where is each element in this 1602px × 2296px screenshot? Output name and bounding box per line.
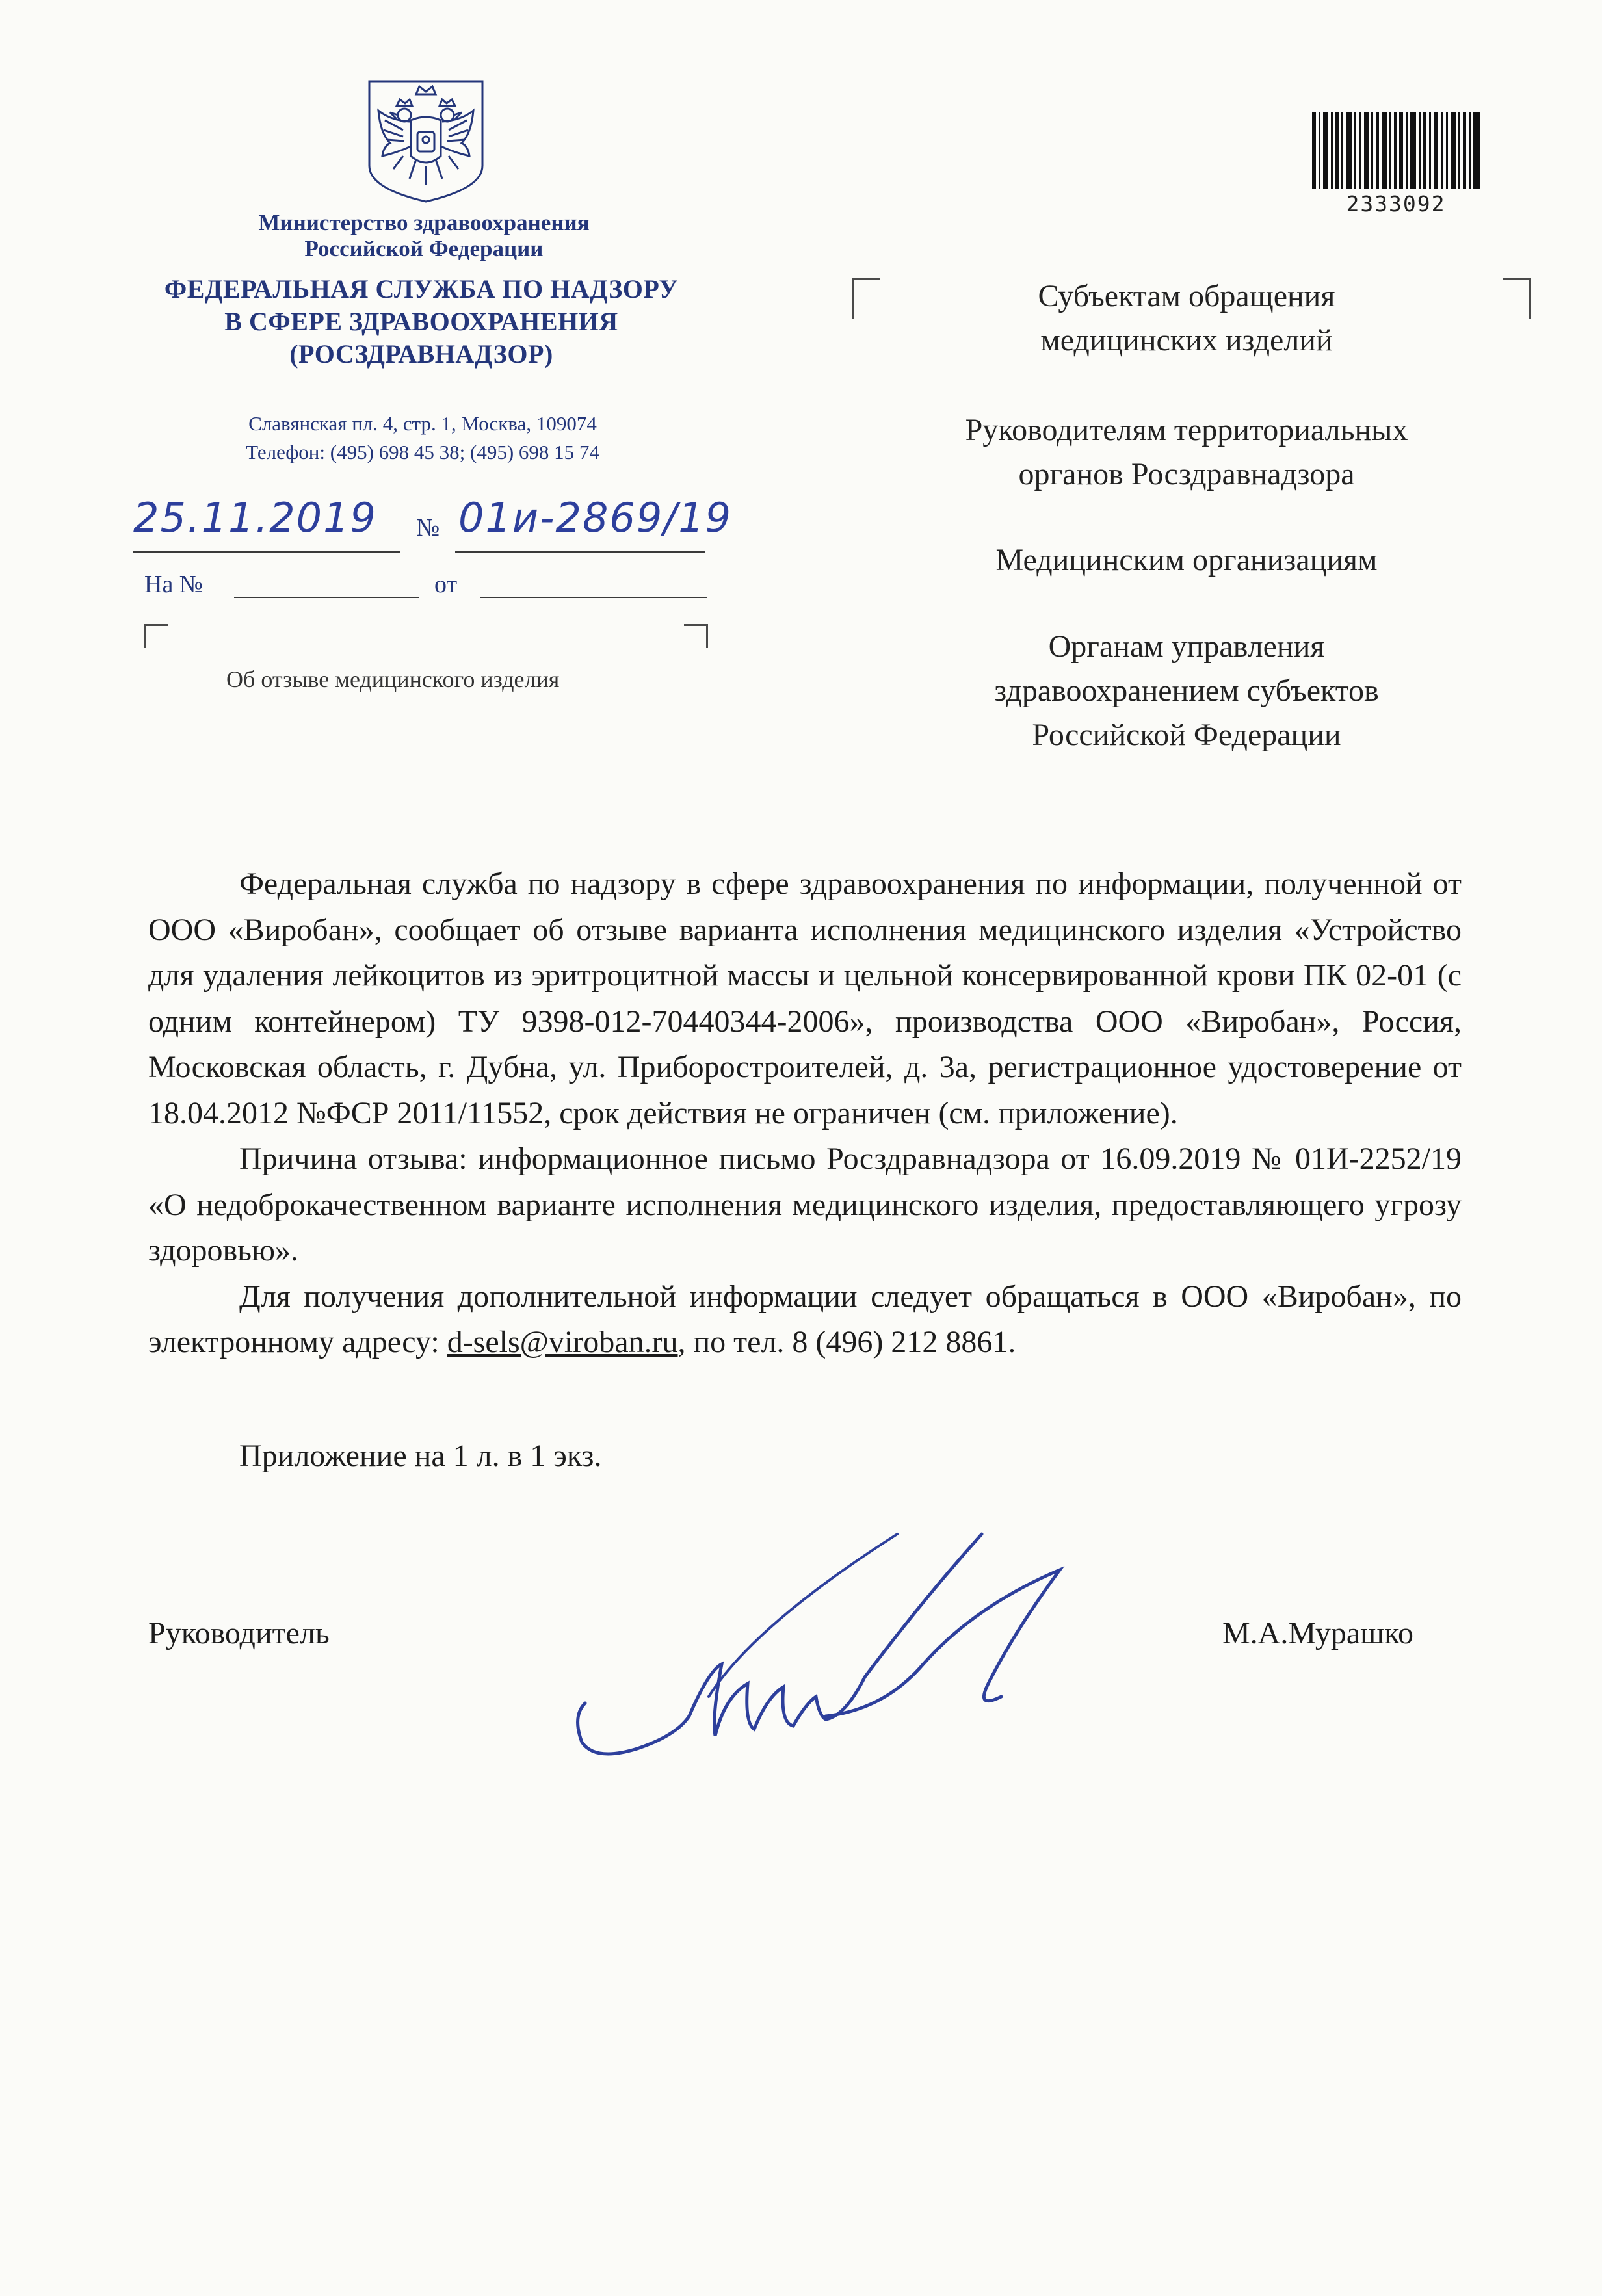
recipient-4-line1: Органам управления bbox=[1048, 629, 1325, 664]
recipient-4-line2: здравоохранением субъектов bbox=[994, 673, 1379, 708]
barcode-number: 2333092 bbox=[1346, 191, 1446, 216]
agency-phone: Телефон: (495) 698 45 38; (495) 698 15 74 bbox=[246, 441, 599, 463]
body-paragraph-2: Причина отзыва: информационное письмо Росздравнадзора от 16.09.2019 № 01И-2252/19 «О недоброкачественном варианте исполнения медицинского изделия, предоставляющего угрозу здоровью». bbox=[148, 1141, 1462, 1268]
recipient-2-line1: Руководителям территориальных bbox=[965, 413, 1408, 447]
body-paragraph-3-phone: , по тел. 8 (496) 212 8861. bbox=[677, 1325, 1016, 1359]
recipient-3-line1: Медицинским организациям bbox=[995, 543, 1378, 577]
body-paragraph-1: Федеральная служба по надзору в сфере здравоохранения по информации, полученной от ООО «Виробан», сообщает об отзыве варианта исполнения медицинского изделия «Устройство для удаления лейкоцитов из эритроцитной массы и цельной консервированной крови ПК 02-01 (с одним контейнером) ТУ 9398-012-70440344-2006», производства ООО «Виробан», Россия, Московская область, г. Дубна, ул. Приборостроителей, д. 3а, регистрационное удостоверение от 18.04.2012 №ФСР 2011/11552, срок действия не ограничен (см. приложение). bbox=[148, 867, 1462, 1130]
recipient-2-line2: органов Росздравнадзора bbox=[1018, 457, 1355, 491]
subject-bracket-left bbox=[144, 624, 168, 648]
handwritten-signature-icon bbox=[559, 1521, 1144, 1807]
recipients-bracket-left bbox=[852, 278, 880, 319]
ministry-name-line1: Министерство здравоохранения bbox=[258, 210, 590, 235]
ref-date-line bbox=[480, 597, 707, 598]
agency-address: Славянская пл. 4, стр. 1, Москва, 109074 bbox=[248, 412, 597, 435]
registration-date: 25.11.2019 bbox=[133, 494, 377, 541]
recipients-bracket-right bbox=[1503, 278, 1531, 319]
russian-coat-of-arms-icon bbox=[364, 75, 488, 205]
signer-name: М.А.Мурашко bbox=[1222, 1616, 1413, 1650]
agency-name-line3: (РОСЗДРАВНАДЗОР) bbox=[289, 339, 553, 369]
ref-number-label: На № bbox=[144, 571, 204, 598]
appendix-note: Приложение на 1 л. в 1 экз. bbox=[239, 1439, 602, 1473]
number-label: № bbox=[416, 514, 440, 541]
letter-body bbox=[148, 861, 1462, 1366]
recipient-1-line2: медицинских изделий bbox=[1040, 323, 1333, 358]
number-underline bbox=[455, 551, 705, 553]
ref-from-label: от bbox=[434, 571, 458, 598]
recipient-1-line1: Субъектам обращения bbox=[1038, 279, 1335, 313]
signer-position: Руководитель bbox=[148, 1616, 330, 1650]
recipient-4-line3: Российской Федерации bbox=[1032, 718, 1341, 752]
contact-email-link[interactable]: d-sels@viroban.ru bbox=[447, 1325, 678, 1359]
barcode-icon bbox=[1312, 112, 1480, 189]
date-underline bbox=[133, 551, 400, 553]
ref-number-line bbox=[234, 597, 419, 598]
body-paragraph-3-text: Для получения дополнительной информации следует обращаться в ООО «Виробан», по электронному адресу: bbox=[148, 1279, 1462, 1359]
subject-bracket-right bbox=[684, 624, 708, 648]
ministry-name-line2: Российской Федерации bbox=[304, 236, 544, 261]
letter-subject: Об отзыве медицинского изделия bbox=[226, 666, 560, 692]
registration-number: 01и-2869/19 bbox=[458, 494, 733, 541]
agency-name-line2: В СФЕРЕ ЗДРАВООХРАНЕНИЯ bbox=[224, 307, 618, 336]
agency-name-line1: ФЕДЕРАЛЬНАЯ СЛУЖБА ПО НАДЗОРУ bbox=[164, 274, 679, 304]
body-paragraph-3 bbox=[148, 1274, 1462, 1366]
